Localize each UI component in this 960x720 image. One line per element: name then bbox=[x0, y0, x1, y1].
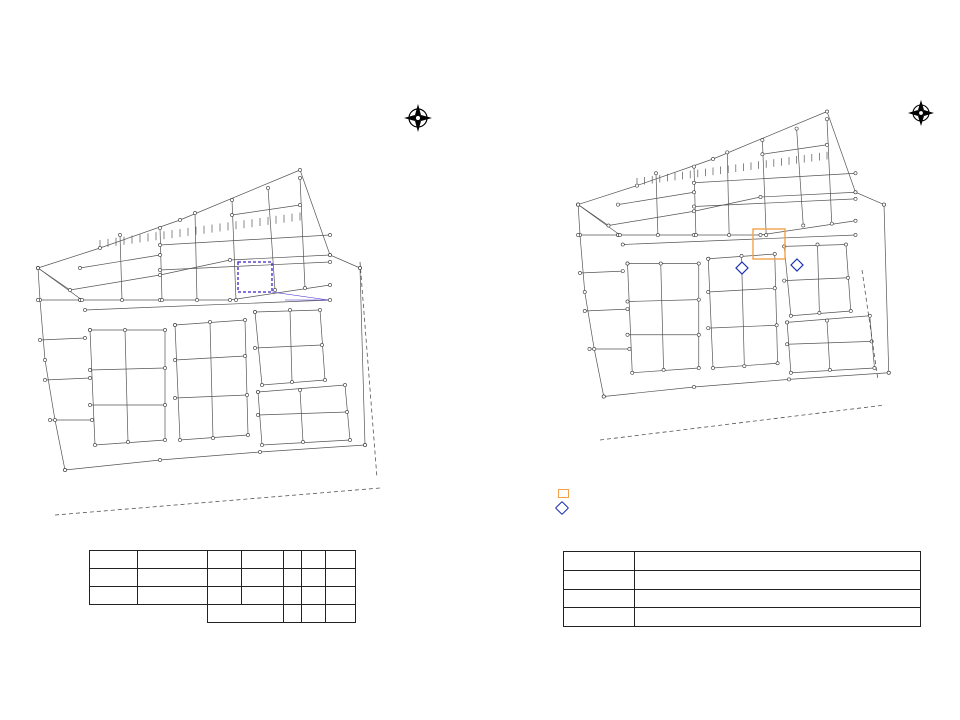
east-road-line bbox=[862, 270, 878, 380]
table-row bbox=[90, 569, 356, 587]
table-cell bbox=[326, 587, 356, 605]
survey-point bbox=[328, 253, 331, 256]
survey-point bbox=[583, 309, 586, 312]
table-cell bbox=[138, 569, 208, 587]
survey-point bbox=[256, 413, 259, 416]
table-header-cell bbox=[90, 551, 138, 569]
survey-point bbox=[173, 358, 176, 361]
survey-point bbox=[328, 260, 331, 263]
survey-point bbox=[816, 243, 819, 246]
table-cell bbox=[284, 605, 302, 623]
survey-point bbox=[618, 233, 621, 236]
table-cell bbox=[284, 587, 302, 605]
table-cell bbox=[284, 569, 302, 587]
survey-point bbox=[786, 321, 789, 324]
survey-point bbox=[659, 262, 662, 265]
survey-point bbox=[158, 273, 161, 276]
survey-point bbox=[53, 418, 56, 421]
survey-point bbox=[773, 287, 776, 290]
survey-point bbox=[692, 191, 695, 194]
survey-point bbox=[621, 243, 624, 246]
survey-point bbox=[602, 395, 605, 398]
survey-point bbox=[243, 318, 246, 321]
survey-point bbox=[588, 347, 591, 350]
survey-point bbox=[873, 366, 876, 369]
survey-point bbox=[697, 366, 700, 369]
survey-point bbox=[88, 368, 91, 371]
survey-point bbox=[36, 266, 39, 269]
survey-point bbox=[656, 233, 659, 236]
survey-point bbox=[626, 333, 629, 336]
survey-point bbox=[160, 298, 163, 301]
survey-point bbox=[318, 308, 321, 311]
survey-point bbox=[260, 443, 263, 446]
survey-point bbox=[88, 328, 91, 331]
survey-point bbox=[173, 396, 176, 399]
survey-point bbox=[126, 440, 129, 443]
survey-point bbox=[163, 438, 166, 441]
survey-point bbox=[849, 309, 852, 312]
survey-point bbox=[178, 218, 181, 221]
highway-line bbox=[600, 405, 885, 440]
right-survey-points bbox=[577, 110, 891, 398]
survey-point bbox=[243, 354, 246, 357]
survey-point bbox=[711, 366, 714, 369]
survey-point bbox=[88, 403, 91, 406]
survey-point bbox=[328, 283, 331, 286]
survey-point bbox=[68, 288, 71, 291]
survey-point bbox=[246, 433, 249, 436]
survey-point bbox=[98, 246, 101, 249]
survey-point bbox=[343, 383, 346, 386]
survey-point bbox=[854, 197, 857, 200]
survey-point bbox=[789, 371, 792, 374]
survey-point bbox=[844, 243, 847, 246]
table-header-cell bbox=[284, 551, 302, 569]
table-row bbox=[90, 587, 356, 605]
survey-point bbox=[158, 243, 161, 246]
survey-point bbox=[36, 298, 39, 301]
survey-point bbox=[328, 298, 331, 301]
survey-point bbox=[253, 310, 256, 313]
survey-point bbox=[711, 157, 714, 160]
survey-point bbox=[697, 262, 700, 265]
survey-point bbox=[193, 211, 196, 214]
survey-point bbox=[43, 358, 46, 361]
survey-point bbox=[854, 172, 857, 175]
table-cell bbox=[208, 569, 242, 587]
survey-point bbox=[578, 271, 581, 274]
left-compass-icon bbox=[404, 104, 432, 132]
survey-point bbox=[635, 184, 638, 187]
survey-point bbox=[854, 191, 857, 194]
survey-point bbox=[616, 203, 619, 206]
survey-point bbox=[846, 276, 849, 279]
survey-point bbox=[158, 458, 161, 461]
survey-point bbox=[776, 362, 779, 365]
survey-point bbox=[697, 333, 700, 336]
table-cell bbox=[302, 605, 326, 623]
left-map-canvas bbox=[0, 0, 480, 530]
table-cell bbox=[242, 569, 284, 587]
survey-point bbox=[78, 266, 81, 269]
table-cell bbox=[90, 569, 138, 587]
survey-point bbox=[118, 233, 121, 236]
left-map bbox=[0, 0, 480, 530]
right-compass-icon bbox=[908, 100, 934, 126]
highway-line bbox=[55, 488, 380, 515]
survey-point bbox=[290, 380, 293, 383]
survey-point bbox=[363, 443, 366, 446]
survey-point bbox=[626, 300, 629, 303]
table-cell bbox=[302, 587, 326, 605]
survey-point bbox=[48, 418, 51, 421]
survey-point bbox=[818, 311, 821, 314]
survey-point bbox=[260, 383, 263, 386]
survey-point bbox=[825, 143, 828, 146]
survey-point bbox=[773, 252, 776, 255]
survey-point bbox=[743, 365, 746, 368]
survey-point bbox=[90, 418, 93, 421]
plot-swatch-icon bbox=[558, 489, 569, 498]
table-header-cell bbox=[242, 551, 284, 569]
table-cell bbox=[242, 587, 284, 605]
survey-point bbox=[854, 233, 857, 236]
survey-point bbox=[163, 403, 166, 406]
survey-point bbox=[654, 172, 657, 175]
survey-point bbox=[323, 378, 326, 381]
survey-point bbox=[178, 438, 181, 441]
survey-point bbox=[83, 336, 86, 339]
table-cell bbox=[326, 605, 356, 623]
survey-point bbox=[208, 320, 211, 323]
survey-point bbox=[256, 390, 259, 393]
survey-point bbox=[789, 314, 792, 317]
survey-point bbox=[298, 176, 301, 179]
table-total-label bbox=[208, 605, 284, 623]
land-title-table bbox=[89, 550, 356, 623]
survey-point bbox=[765, 233, 768, 236]
survey-point bbox=[626, 308, 629, 311]
survey-point bbox=[253, 346, 256, 349]
survey-point bbox=[728, 233, 731, 236]
survey-point bbox=[577, 203, 580, 206]
survey-point bbox=[228, 298, 231, 301]
survey-point bbox=[245, 393, 248, 396]
boundary-description bbox=[563, 537, 923, 627]
table-cell bbox=[302, 569, 326, 587]
survey-point bbox=[631, 371, 634, 374]
survey-point bbox=[328, 233, 331, 236]
survey-point bbox=[607, 224, 610, 227]
survey-point bbox=[786, 343, 789, 346]
coordinate-leader-line bbox=[272, 292, 328, 300]
survey-point bbox=[759, 233, 762, 236]
survey-point bbox=[583, 290, 586, 293]
survey-point bbox=[882, 203, 885, 206]
survey-point bbox=[298, 168, 301, 171]
table-header-row bbox=[90, 551, 356, 569]
survey-point bbox=[707, 257, 710, 260]
survey-point bbox=[694, 233, 697, 236]
survey-point bbox=[697, 298, 700, 301]
survey-point bbox=[258, 450, 261, 453]
survey-point bbox=[825, 319, 828, 322]
survey-point bbox=[692, 181, 695, 184]
survey-point bbox=[795, 127, 798, 130]
survey-point bbox=[320, 343, 323, 346]
survey-point bbox=[345, 410, 348, 413]
left-survey-points bbox=[36, 168, 366, 471]
survey-point bbox=[692, 385, 695, 388]
survey-point bbox=[288, 308, 291, 311]
survey-point bbox=[628, 347, 631, 350]
marker-icon bbox=[791, 259, 803, 271]
survey-point bbox=[662, 368, 665, 371]
survey-point bbox=[348, 438, 351, 441]
survey-point bbox=[761, 138, 764, 141]
survey-point bbox=[783, 279, 786, 282]
survey-point bbox=[173, 323, 176, 326]
left-block-lines bbox=[38, 170, 365, 470]
survey-point bbox=[123, 328, 126, 331]
survey-point bbox=[301, 440, 304, 443]
boundary-table bbox=[563, 551, 921, 627]
table-header-cell bbox=[302, 551, 326, 569]
table-cell bbox=[326, 569, 356, 587]
survey-point bbox=[787, 378, 790, 381]
survey-point bbox=[230, 198, 233, 201]
survey-point bbox=[593, 347, 596, 350]
survey-point bbox=[830, 222, 833, 225]
survey-point bbox=[158, 268, 161, 271]
survey-point bbox=[692, 210, 695, 213]
table-header-cell bbox=[326, 551, 356, 569]
survey-point bbox=[707, 327, 710, 330]
map-legend bbox=[556, 477, 796, 517]
survey-point bbox=[158, 253, 161, 256]
survey-point bbox=[83, 308, 86, 311]
table-cell bbox=[90, 587, 138, 605]
table-header-cell bbox=[138, 551, 208, 569]
survey-point bbox=[825, 118, 828, 121]
survey-point bbox=[195, 298, 198, 301]
survey-point bbox=[577, 233, 580, 236]
survey-point bbox=[692, 165, 695, 168]
survey-point bbox=[303, 286, 306, 289]
survey-point bbox=[358, 266, 361, 269]
survey-point bbox=[692, 205, 695, 208]
frontage-line bbox=[563, 537, 923, 551]
marker-legend-icon bbox=[555, 501, 569, 515]
survey-point bbox=[775, 324, 778, 327]
marker-icon bbox=[736, 262, 748, 274]
survey-point bbox=[80, 298, 83, 301]
survey-point bbox=[761, 153, 764, 156]
survey-point bbox=[626, 262, 629, 265]
table-header-cell bbox=[208, 551, 242, 569]
survey-point bbox=[158, 226, 161, 229]
table-cell bbox=[208, 587, 242, 605]
survey-point bbox=[854, 219, 857, 222]
survey-point bbox=[273, 288, 276, 291]
survey-point bbox=[759, 195, 762, 198]
survey-point bbox=[228, 258, 231, 261]
survey-point bbox=[298, 203, 301, 206]
right-block-lines bbox=[578, 112, 889, 397]
survey-point bbox=[887, 371, 890, 374]
survey-point bbox=[740, 254, 743, 257]
survey-point bbox=[298, 388, 301, 391]
survey-point bbox=[88, 376, 91, 379]
right-map-canvas bbox=[480, 0, 960, 530]
survey-point bbox=[211, 436, 214, 439]
right-map bbox=[480, 0, 960, 530]
survey-point bbox=[726, 151, 729, 154]
survey-point bbox=[825, 110, 828, 113]
table-total-row bbox=[90, 605, 356, 623]
left-subject-plot bbox=[238, 262, 272, 292]
survey-point bbox=[234, 298, 237, 301]
survey-point bbox=[63, 468, 66, 471]
survey-point bbox=[230, 213, 233, 216]
survey-point bbox=[43, 378, 46, 381]
survey-point bbox=[163, 328, 166, 331]
survey-point bbox=[120, 298, 123, 301]
survey-point bbox=[163, 366, 166, 369]
survey-point bbox=[828, 368, 831, 371]
survey-point bbox=[802, 224, 805, 227]
survey-point bbox=[38, 338, 41, 341]
survey-point bbox=[621, 270, 624, 273]
survey-point bbox=[707, 290, 710, 293]
survey-point bbox=[93, 443, 96, 446]
survey-point bbox=[266, 186, 269, 189]
table-cell bbox=[138, 587, 208, 605]
